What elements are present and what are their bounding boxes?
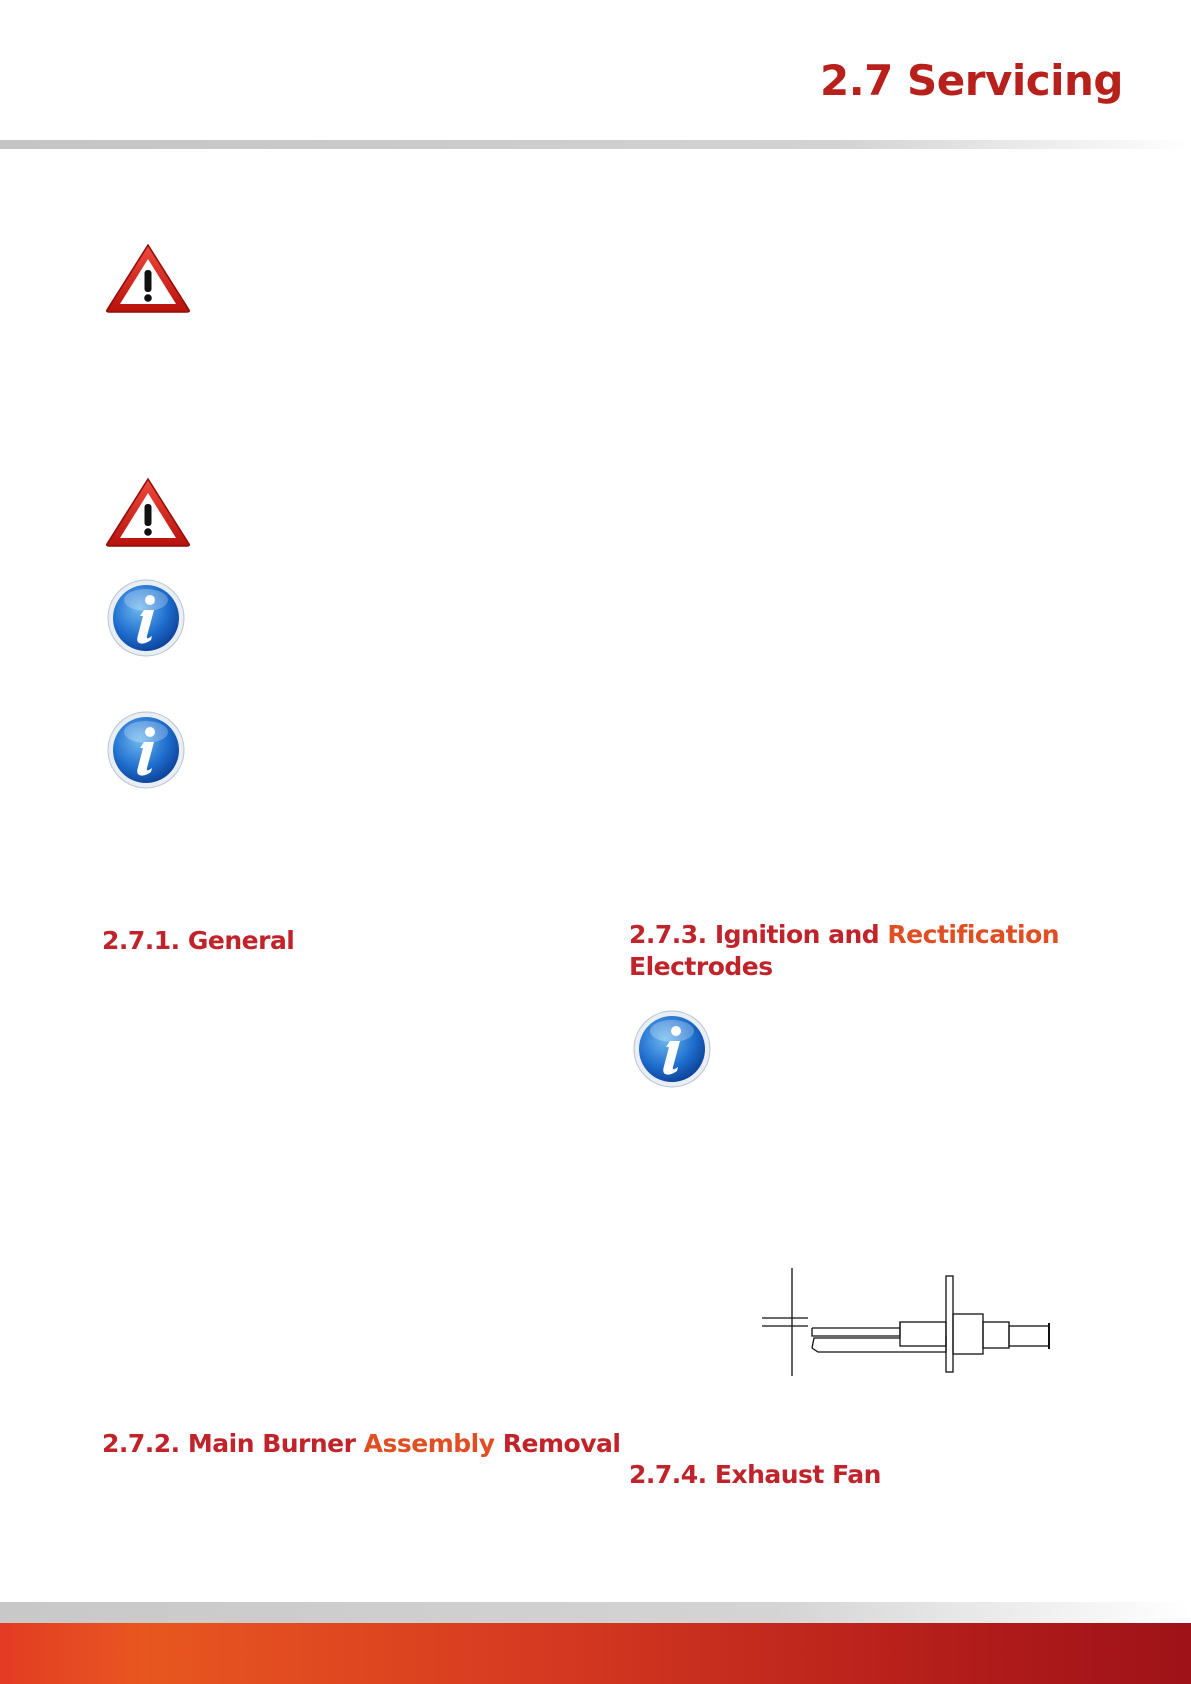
heading-text: 2.7.1. General: [102, 926, 295, 955]
section-heading-main-burner: [102, 1428, 620, 1460]
page-title: 2.7 Servicing: [819, 56, 1123, 105]
heading-text: 2.7.4. Exhaust Fan: [629, 1460, 881, 1489]
heading-text-accent: Rectification: [887, 920, 1060, 949]
warning-icon: [104, 242, 192, 314]
heading-text: Electrodes: [629, 952, 773, 981]
warning-icon: [104, 476, 192, 548]
info-icon: [106, 578, 186, 658]
electrode-diagram: [758, 1266, 1062, 1380]
header-divider: [0, 140, 1191, 149]
heading-text: 2.7.2. Main Burner: [102, 1429, 364, 1458]
heading-text-accent: Assembly: [363, 1429, 495, 1458]
heading-text: 2.7.3. Ignition and: [629, 920, 888, 949]
section-heading-exhaust-fan: [629, 1459, 881, 1491]
heading-text: Removal: [494, 1429, 621, 1458]
footer-divider: [0, 1602, 1191, 1623]
section-heading-ignition: [629, 919, 1059, 983]
info-icon: [632, 1009, 712, 1089]
footer-band: [0, 1623, 1191, 1684]
section-heading-general: [102, 925, 294, 957]
info-icon: [106, 710, 186, 790]
